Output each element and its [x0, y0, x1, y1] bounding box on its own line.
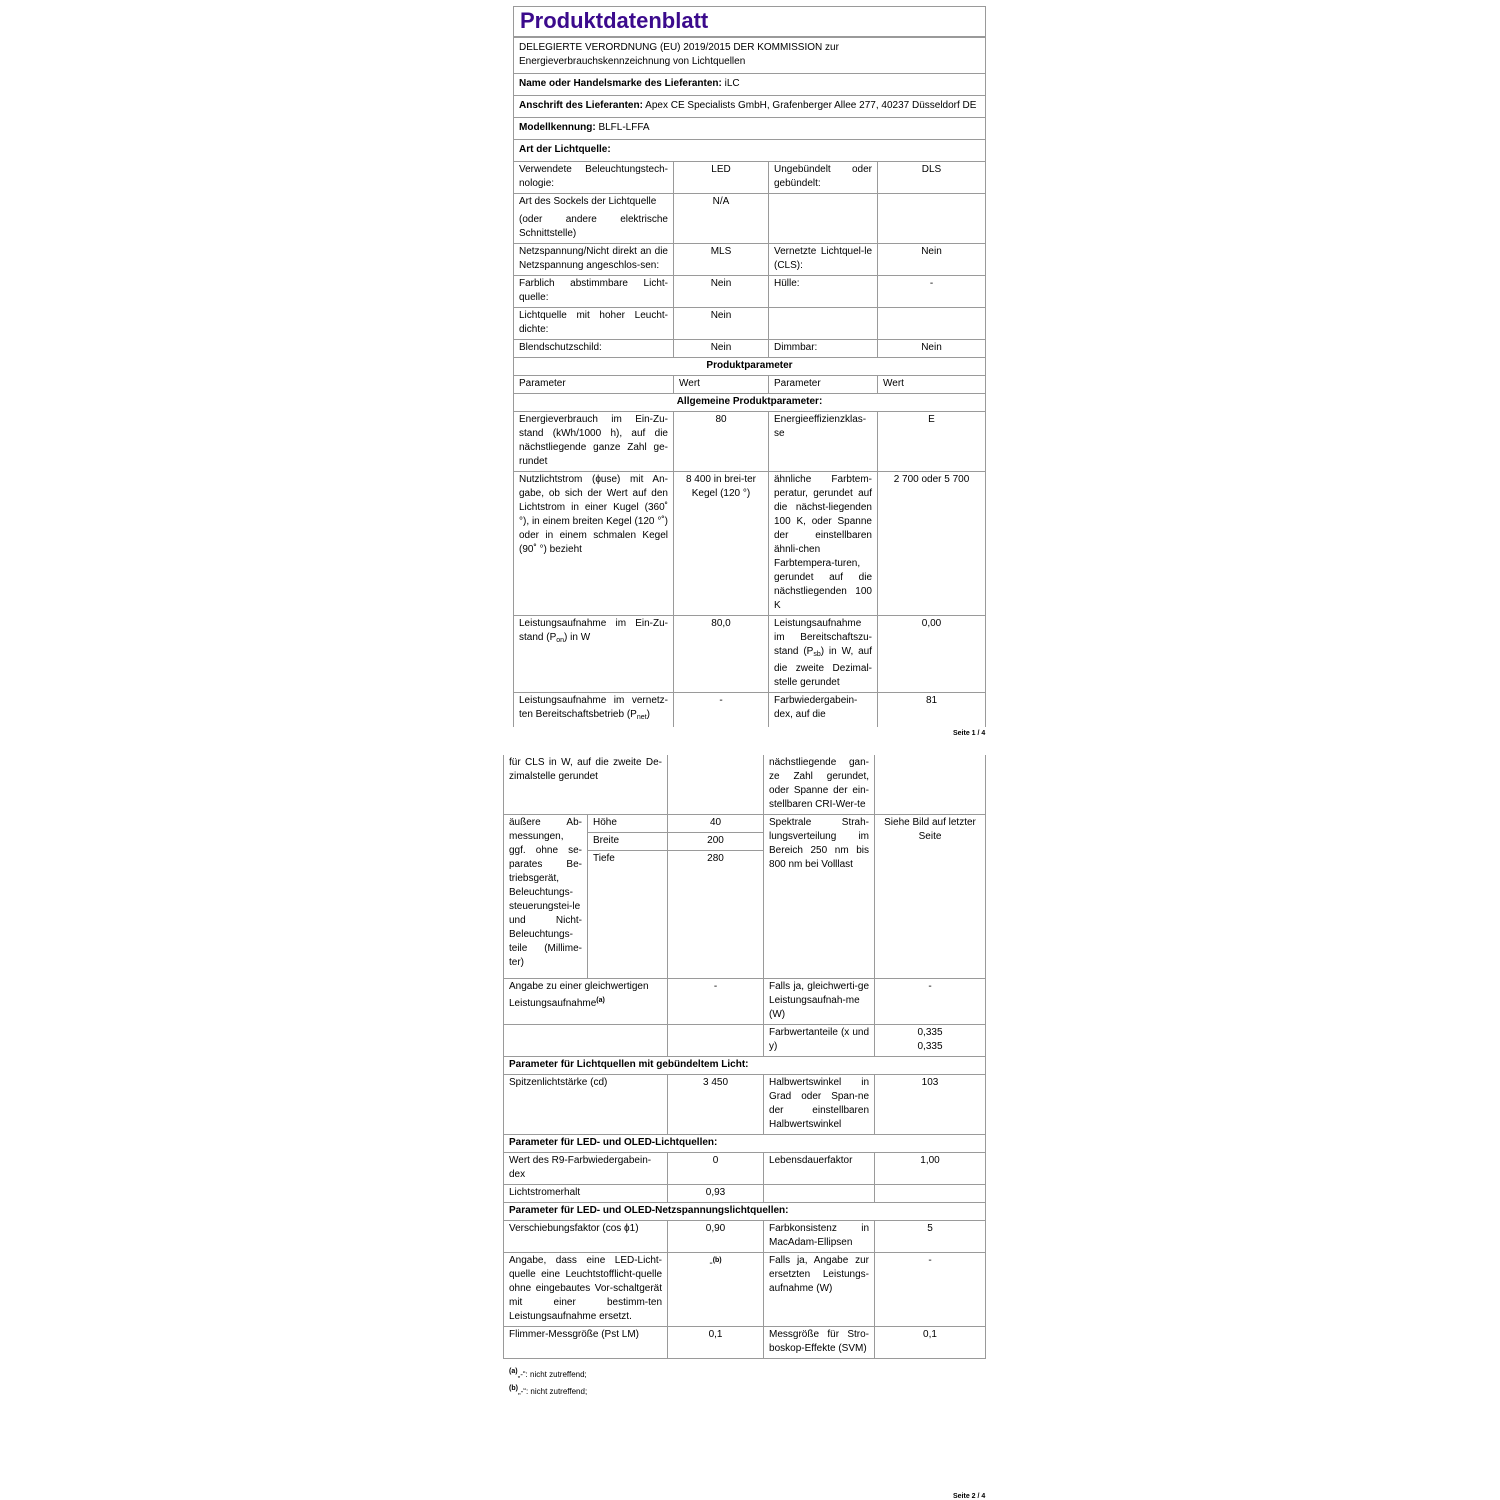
cell-value: Nein: [674, 340, 769, 358]
cell-value: [668, 1253, 764, 1327]
cell-value: [875, 1025, 986, 1057]
chroma-x: 0,335: [917, 1027, 943, 1038]
subscript: on: [556, 637, 565, 644]
cell-value: N/A: [674, 194, 769, 244]
product-params-header: Produktparameter: [514, 358, 986, 376]
cell-value: E: [878, 412, 986, 472]
cell-value: LED: [674, 162, 769, 194]
page-number-2: Seite 2 / 4: [953, 1493, 986, 1500]
directional-header: Parameter für Lichtquellen mit gebündeltem Licht:: [504, 1057, 986, 1075]
footnote-text: „-“: nicht zutreffend;: [517, 1370, 587, 1379]
table-row: [504, 1025, 986, 1057]
cell-label: [769, 194, 878, 244]
supplier-name-value: iLC: [724, 78, 740, 89]
cell-label: Falls ja, gleichwerti-ge Leistungsaufnah-me (W): [764, 979, 875, 1025]
col-header-value: Wert: [674, 376, 769, 394]
dim-key: Breite: [588, 833, 668, 851]
led-header: Parameter für LED- und OLED-Lichtquellen:: [504, 1135, 986, 1153]
dimensions-label: äußere Ab-messungen, ggf. ohne se-parates Be-triebsgerät, Beleuchtungs-steuerungstei-le und Nicht-Beleuchtungs-teile (Millime-ter): [504, 815, 588, 979]
cell-value: 80: [674, 412, 769, 472]
text-part: ) in W, auf die zweite Dezimal-stelle gerundet: [774, 646, 872, 688]
model-row: [513, 118, 986, 140]
cell-label: Farbkonsistenz in MacAdam-Ellipsen: [764, 1221, 875, 1253]
table-row: [504, 1057, 986, 1075]
cell-label: für CLS in W, auf die zweite De-zimalstelle gerundet: [504, 755, 668, 815]
cell-value: -: [875, 1253, 986, 1327]
cell-value: 81: [878, 693, 986, 728]
table-row: [504, 1253, 986, 1327]
cell-label: [514, 693, 674, 728]
cell-value: [878, 308, 986, 340]
cell-label: [514, 616, 674, 693]
table-row: [514, 616, 986, 693]
dim-key: Höhe: [588, 815, 668, 833]
cell-value: 8 400 in brei-ter Kegel (120 °): [674, 472, 769, 616]
cell-label: Wert des R9-Farbwiedergabein-dex: [504, 1153, 668, 1185]
text-part: ) in W: [564, 632, 591, 643]
cell-label: Nutzlichtstrom (ϕuse) mit An-gabe, ob sich der Wert auf den Lichtstrom in einer Kugel (360˚ °), in einem breiten Kegel (120 °˚) oder in einem schmalen Kegel (90˚ °) bezieht: [514, 472, 674, 616]
cell-label: [769, 308, 878, 340]
cell-value: 3 450: [668, 1075, 764, 1135]
cell-value: -: [674, 693, 769, 728]
cell-value: 0,93: [668, 1185, 764, 1203]
table-row: [504, 815, 986, 833]
table-row: [504, 979, 986, 1025]
regulation-text: DELEGIERTE VERORDNUNG (EU) 2019/2015 DER KOMMISSION zur Energieverbrauchskennzeichnung von Lichtquellen: [513, 37, 986, 74]
cell-label: Ungebündelt oder gebündelt:: [769, 162, 878, 194]
supplier-address-row: [513, 96, 986, 118]
cell-label: Netzspannung/Nicht direkt an die Netzspannung angeschlos-sen:: [514, 244, 674, 276]
table-row: [504, 1221, 986, 1253]
cell-value: DLS: [878, 162, 986, 194]
cell-value: Nein: [878, 340, 986, 358]
table-row: [514, 472, 986, 616]
socket-label: Art des Sockels der Lichtquelle: [519, 196, 657, 207]
cell-label: Farbwertanteile (x und y): [764, 1025, 875, 1057]
cell-label: Verwendete Beleuchtungstech-nologie:: [514, 162, 674, 194]
cell-label: Energieverbrauch im Ein-Zu-stand (kWh/1000 h), auf die nächstliegende ganze Zahl ge-rundet: [514, 412, 674, 472]
cell-value: MLS: [674, 244, 769, 276]
light-source-type-heading: Art der Lichtquelle:: [513, 140, 986, 162]
table-row: [504, 1327, 986, 1359]
cell-value: [875, 755, 986, 815]
mains-header: Parameter für LED- und OLED-Netzspannungslichtquellen:: [504, 1203, 986, 1221]
text-part: Leistungsaufnahme im vernetz-ten Bereitschaftsbetrieb (P: [519, 695, 668, 720]
superscript: (b): [509, 1385, 518, 1392]
cell-value: 0: [668, 1153, 764, 1185]
col-header-param2: Parameter: [769, 376, 878, 394]
dim-value: 200: [668, 833, 764, 851]
table-row: [514, 412, 986, 472]
superscript: (b): [712, 1257, 722, 1264]
col-header-param: Parameter: [514, 376, 674, 394]
cell-value: 0,1: [668, 1327, 764, 1359]
cell-label: Farbwiedergabein-dex, auf die: [769, 693, 878, 728]
page-1: [513, 6, 986, 727]
page-number-1: Seite 1 / 4: [953, 730, 986, 737]
dim-value: 280: [668, 851, 764, 979]
cell-label: [504, 979, 668, 1025]
cell-label: Lichtquelle mit hoher Leucht-dichte:: [514, 308, 674, 340]
cell-value: -: [668, 979, 764, 1025]
cell-label: ähnliche Farbtem-peratur, gerundet auf die nächst-liegenden 100 K, oder Spanne der einstellbaren ähnli-chen Farbtempera-turen, gerundet auf die nächstliegenden 100 K: [769, 472, 878, 616]
document-title: Produktdatenblatt: [513, 6, 986, 37]
text-part: Leistungsaufnahme im Ein-Zu-stand (P: [519, 618, 668, 643]
table-row: [514, 244, 986, 276]
table-row: [514, 308, 986, 340]
cell-value: Nein: [674, 276, 769, 308]
cell-value: -: [875, 979, 986, 1025]
table-row: [514, 162, 986, 194]
cell-label: Energieeffizienzklas-se: [769, 412, 878, 472]
footnote-a: [509, 1368, 587, 1379]
cell-value: 5: [875, 1221, 986, 1253]
table-row: [504, 1185, 986, 1203]
subscript: sb: [813, 651, 821, 658]
cell-label: Spektrale Strah-lungsverteilung im Bereich 250 nm bis 800 nm bei Volllast: [764, 815, 875, 979]
supplier-name-row: [513, 74, 986, 96]
chroma-y: 0,335: [917, 1041, 943, 1052]
supplier-address-value: Apex CE Specialists GmbH, Grafenberger Allee 277, 40237 Düsseldorf DE: [645, 100, 977, 111]
model-value: BLFL-LFFA: [598, 122, 650, 133]
cell-value: 0,1: [875, 1327, 986, 1359]
text-part: -: [709, 1258, 713, 1269]
cell-value: [668, 755, 764, 815]
light-source-type-table: [513, 162, 986, 727]
supplier-name-label: Name oder Handelsmarke des Lieferanten:: [519, 78, 722, 89]
socket-label-extra: (oder andere elektrische Schnittstelle): [519, 214, 668, 239]
cell-label: Lichtstromerhalt: [504, 1185, 668, 1203]
cell-value: Nein: [674, 308, 769, 340]
footnote-text: „-“: nicht zutreffend;: [517, 1387, 588, 1396]
cell-label: Blendschutzschild:: [514, 340, 674, 358]
cell-label: Flimmer-Messgröße (Pst LM): [504, 1327, 668, 1359]
table-row: [514, 340, 986, 358]
superscript: (a): [509, 1368, 518, 1375]
table-row: [504, 755, 986, 815]
cell-value: 103: [875, 1075, 986, 1135]
cell-label: Messgröße für Stro-boskop-Effekte (SVM): [764, 1327, 875, 1359]
cell-label: Halbwertswinkel in Grad oder Span-ne der einstellbaren Halbwertswinkel: [764, 1075, 875, 1135]
cell-value: [878, 194, 986, 244]
page-2: [503, 755, 986, 1359]
cell-label: nächstliegende gan-ze Zahl gerundet, oder Spanne der ein-stellbaren CRI-Wer-te: [764, 755, 875, 815]
table-row: [504, 1075, 986, 1135]
text-part: ): [646, 709, 650, 720]
cell-value: 80,0: [674, 616, 769, 693]
cell-label: Angabe, dass eine LED-Licht-quelle eine Leuchtstofflicht-quelle ohne eingebautes Vor-schaltgerät mit einer bestimm-ten Leistungsaufnahme ersetzt.: [504, 1253, 668, 1327]
superscript: (a): [596, 997, 605, 1004]
cell-label: Vernetzte Lichtquel-le (CLS):: [769, 244, 878, 276]
cell-label: Spitzenlichtstärke (cd): [504, 1075, 668, 1135]
subscript: net: [636, 714, 647, 721]
cell-value: 2 700 oder 5 700: [878, 472, 986, 616]
cell-label: Dimmbar:: [769, 340, 878, 358]
table-row: [504, 1153, 986, 1185]
cell-value: -: [878, 276, 986, 308]
cell-label: Hülle:: [769, 276, 878, 308]
cell-label: Lebensdauerfaktor: [764, 1153, 875, 1185]
text-part: Leistungsaufnahme im Bereitschaftszu-stand (P: [774, 618, 872, 657]
dim-key: Tiefe: [588, 851, 668, 979]
cell-value: [875, 1185, 986, 1203]
table-row: [504, 1203, 986, 1221]
cell-label: [504, 1025, 668, 1057]
cell-value: [668, 1025, 764, 1057]
table-row: [514, 376, 986, 394]
cell-value: 0,00: [878, 616, 986, 693]
cell-label: [514, 194, 674, 244]
dim-value: 40: [668, 815, 764, 833]
cell-value: 0,90: [668, 1221, 764, 1253]
cell-value: 1,00: [875, 1153, 986, 1185]
footnote-b: [509, 1385, 587, 1396]
general-params-header: Allgemeine Produktparameter:: [514, 394, 986, 412]
table-row: [514, 394, 986, 412]
cell-value: Siehe Bild auf letzter Seite: [875, 815, 986, 979]
cell-label: [769, 616, 878, 693]
table-row: [514, 693, 986, 728]
table-row: [514, 194, 986, 244]
model-label: Modellkennung:: [519, 122, 596, 133]
cell-label: [764, 1185, 875, 1203]
cell-value: Nein: [878, 244, 986, 276]
supplier-address-label: Anschrift des Lieferanten:: [519, 100, 643, 111]
table-row: [514, 276, 986, 308]
col-header-value2: Wert: [878, 376, 986, 394]
cell-label: Verschiebungsfaktor (cos ϕ1): [504, 1221, 668, 1253]
table-row: [514, 358, 986, 376]
cell-label: Farblich abstimmbare Licht-quelle:: [514, 276, 674, 308]
text-part: Angabe zu einer gleichwertigen Leistungsaufnahme: [509, 981, 649, 1009]
params-table-continued: [503, 755, 986, 1359]
cell-label: Falls ja, Angabe zur ersetzten Leistungs-aufnahme (W): [764, 1253, 875, 1327]
table-row: [504, 1135, 986, 1153]
